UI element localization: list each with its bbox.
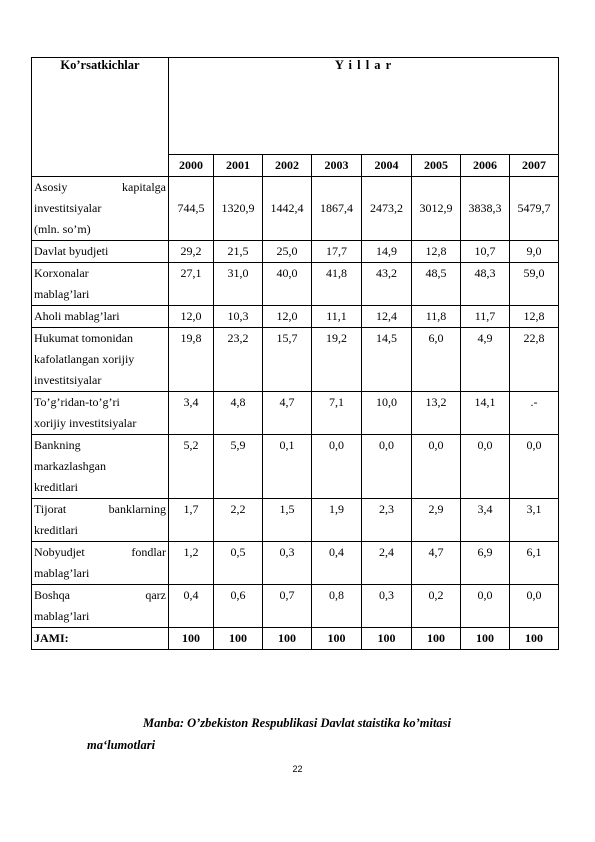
row-label	[32, 499, 169, 542]
row-label	[32, 306, 169, 328]
row-label-line: mablag’lari	[34, 609, 90, 623]
table-row	[32, 585, 559, 628]
cell-value: 29,2	[169, 241, 214, 263]
row-label-line: Boshqa qarz	[34, 588, 166, 602]
cell-value: 0,0	[510, 585, 559, 628]
row-label-line: kreditlari	[34, 523, 78, 537]
cell-value: 0,4	[169, 585, 214, 628]
cell-value: 12,0	[263, 306, 312, 328]
row-label	[32, 241, 169, 263]
table-row	[32, 241, 559, 263]
row-label	[32, 328, 169, 392]
year-header-2005: 2005	[412, 155, 461, 177]
total-value: 100	[169, 628, 214, 650]
row-label-line: investitsiyalar	[34, 201, 102, 215]
year-header-2000: 2000	[169, 155, 214, 177]
cell-value: 11,1	[312, 306, 362, 328]
cell-value: 2,4	[362, 542, 412, 585]
source-line-1: Manba: O’zbekiston Respublikasi Davlat staistika ko’mitasi	[143, 716, 452, 730]
cell-value: 12,0	[169, 306, 214, 328]
cell-value: 43,2	[362, 263, 412, 306]
table-row	[32, 263, 559, 306]
row-label-line: (mln. so’m)	[34, 222, 91, 236]
cell-value: 27,1	[169, 263, 214, 306]
cell-value: 41,8	[312, 263, 362, 306]
cell-value: 10,3	[214, 306, 263, 328]
cell-value: 12,4	[362, 306, 412, 328]
year-header-2007: 2007	[510, 155, 559, 177]
cell-value: 0,0	[510, 435, 559, 499]
cell-value: 5,2	[169, 435, 214, 499]
table-body	[32, 177, 559, 650]
cell-value: 31,0	[214, 263, 263, 306]
total-value: 100	[312, 628, 362, 650]
cell-value: 0,5	[214, 542, 263, 585]
row-label	[32, 585, 169, 628]
cell-value: 0,3	[362, 585, 412, 628]
cell-value: 3,4	[461, 499, 510, 542]
row-label-line: kreditlari	[34, 480, 78, 494]
year-header-2001: 2001	[214, 155, 263, 177]
cell-value: 3,1	[510, 499, 559, 542]
cell-value: 1,5	[263, 499, 312, 542]
cell-value: 1,2	[169, 542, 214, 585]
row-label-line: To’g’ridan-to’g’ri	[34, 395, 120, 409]
page-number: 22	[292, 764, 303, 774]
cell-value: 19,8	[169, 328, 214, 392]
total-value: 100	[214, 628, 263, 650]
year-header-2004: 2004	[362, 155, 412, 177]
cell-value: 0,8	[312, 585, 362, 628]
investment-structure-table-wrap	[31, 57, 558, 650]
cell-value: 2473,2	[362, 177, 412, 241]
cell-value: 14,5	[362, 328, 412, 392]
row-label-line: Hukumat tomonidan	[34, 331, 133, 345]
cell-value: 1442,4	[263, 177, 312, 241]
row-label-line: Aholi mablag’lari	[34, 309, 120, 323]
cell-value: 0,0	[412, 435, 461, 499]
table-row	[32, 177, 559, 241]
cell-value: 4,7	[412, 542, 461, 585]
cell-value: 48,3	[461, 263, 510, 306]
row-label-line: Nobyudjet fondlar	[34, 545, 166, 559]
cell-value: 2,9	[412, 499, 461, 542]
cell-value: .-	[510, 392, 559, 435]
cell-value: 0,7	[263, 585, 312, 628]
cell-value: 3,4	[169, 392, 214, 435]
cell-value: 0,6	[214, 585, 263, 628]
table-row	[32, 392, 559, 435]
row-label	[32, 177, 169, 241]
cell-value: 10,7	[461, 241, 510, 263]
cell-value: 13,2	[412, 392, 461, 435]
cell-value: 14,1	[461, 392, 510, 435]
cell-value: 0,0	[461, 435, 510, 499]
cell-value: 4,9	[461, 328, 510, 392]
cell-value: 23,2	[214, 328, 263, 392]
year-header-2003: 2003	[312, 155, 362, 177]
row-label-line: kafolatlangan xorijiy	[34, 352, 135, 366]
row-label-line: xorijiy investitsiyalar	[34, 416, 137, 430]
cell-value: 6,0	[412, 328, 461, 392]
cell-value: 1,7	[169, 499, 214, 542]
cell-value: 59,0	[510, 263, 559, 306]
row-label-line: investitsiyalar	[34, 373, 102, 387]
row-label-line: markazlashgan	[34, 459, 106, 473]
row-label-line: Davlat byudjeti	[34, 244, 109, 258]
cell-value: 1,9	[312, 499, 362, 542]
cell-value: 1867,4	[312, 177, 362, 241]
cell-value: 6,9	[461, 542, 510, 585]
row-label-line: mablag’lari	[34, 566, 90, 580]
cell-value: 11,7	[461, 306, 510, 328]
cell-value: 7,1	[312, 392, 362, 435]
table-row	[32, 306, 559, 328]
cell-value: 9,0	[510, 241, 559, 263]
total-value: 100	[362, 628, 412, 650]
row-label-line: Korxonalar	[34, 266, 89, 280]
cell-value: 0,4	[312, 542, 362, 585]
row-label-line: mablag’lari	[34, 287, 90, 301]
cell-value: 11,8	[412, 306, 461, 328]
cell-value: 5479,7	[510, 177, 559, 241]
cell-value: 2,3	[362, 499, 412, 542]
cell-value: 15,7	[263, 328, 312, 392]
cell-value: 1320,9	[214, 177, 263, 241]
cell-value: 2,2	[214, 499, 263, 542]
cell-value: 0,3	[263, 542, 312, 585]
cell-value: 0,2	[412, 585, 461, 628]
row-label	[32, 392, 169, 435]
row-label	[32, 263, 169, 306]
cell-value: 10,0	[362, 392, 412, 435]
cell-value: 12,8	[510, 306, 559, 328]
cell-value: 0,0	[312, 435, 362, 499]
cell-value: 14,9	[362, 241, 412, 263]
cell-value: 3838,3	[461, 177, 510, 241]
total-label: JAMI:	[32, 628, 169, 650]
cell-value: 5,9	[214, 435, 263, 499]
cell-value: 48,5	[412, 263, 461, 306]
table-row	[32, 499, 559, 542]
cell-value: 0,0	[461, 585, 510, 628]
source-line-2: ma‘lumotlari	[87, 738, 156, 752]
year-header-2006: 2006	[461, 155, 510, 177]
investment-structure-table	[31, 57, 559, 650]
row-label	[32, 435, 169, 499]
cell-value: 17,7	[312, 241, 362, 263]
cell-value: 25,0	[263, 241, 312, 263]
table-row	[32, 328, 559, 392]
cell-value: 40,0	[263, 263, 312, 306]
row-label-line: Bankning	[34, 438, 81, 452]
cell-value: 22,8	[510, 328, 559, 392]
table-row	[32, 435, 559, 499]
indicators-header: Ko’rsatkichlar	[32, 58, 169, 177]
total-value: 100	[510, 628, 559, 650]
total-value: 100	[263, 628, 312, 650]
row-label-line: Asosiy kapitalga	[34, 180, 166, 194]
cell-value: 744,5	[169, 177, 214, 241]
cell-value: 4,7	[263, 392, 312, 435]
cell-value: 21,5	[214, 241, 263, 263]
cell-value: 6,1	[510, 542, 559, 585]
cell-value: 0,1	[263, 435, 312, 499]
years-header: Y i l l a r	[169, 58, 559, 155]
cell-value: 3012,9	[412, 177, 461, 241]
cell-value: 4,8	[214, 392, 263, 435]
total-value: 100	[461, 628, 510, 650]
total-row	[32, 628, 559, 650]
cell-value: 19,2	[312, 328, 362, 392]
cell-value: 0,0	[362, 435, 412, 499]
year-header-2002: 2002	[263, 155, 312, 177]
total-value: 100	[412, 628, 461, 650]
row-label-line: Tijorat banklarning	[34, 502, 166, 516]
table-row	[32, 542, 559, 585]
cell-value: 12,8	[412, 241, 461, 263]
row-label	[32, 542, 169, 585]
